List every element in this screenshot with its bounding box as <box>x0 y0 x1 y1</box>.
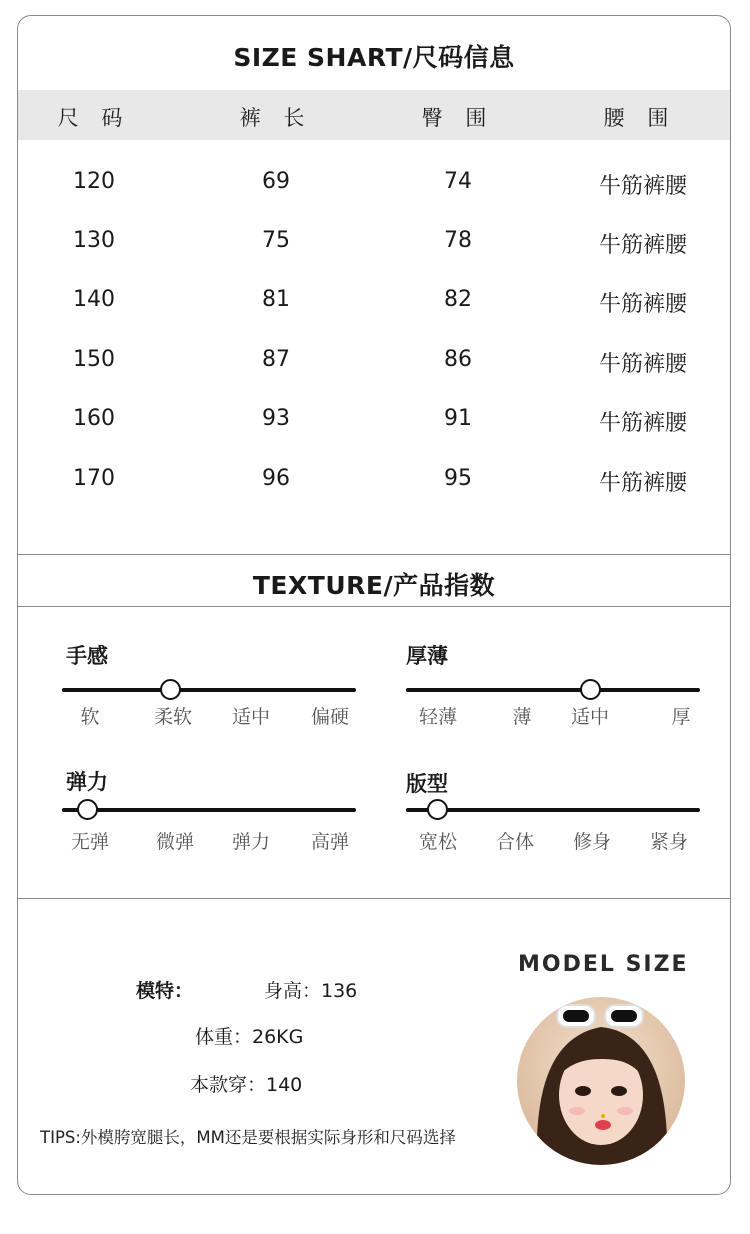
model-portrait-illustration <box>517 997 685 1165</box>
gauge-label: 版型 <box>406 772 448 796</box>
gauge-option: 薄 <box>512 706 532 728</box>
cell-hip: 95 <box>444 466 472 491</box>
table-row <box>18 406 730 446</box>
gauge-option: 紧身 <box>649 831 688 853</box>
size-info-card <box>17 15 731 1195</box>
cell-length: 81 <box>262 287 290 312</box>
gauge-track <box>406 688 700 692</box>
gauge-knob <box>427 799 448 820</box>
gauge-option: 厚 <box>671 706 691 728</box>
gauge-track <box>406 808 700 812</box>
gauge-option: 软 <box>80 706 100 728</box>
model-size-title: MODEL SIZE <box>518 952 689 977</box>
gauge-option: 弹力 <box>231 831 270 853</box>
cell-hip: 78 <box>444 228 472 253</box>
header-size: 尺 码 <box>57 106 131 130</box>
model-label: 模特： <box>136 980 194 1002</box>
cell-hip: 91 <box>444 406 472 431</box>
header-pants-length: 裤 长 <box>239 106 313 130</box>
gauge-option: 修身 <box>572 831 611 853</box>
model-photo <box>517 997 685 1165</box>
gauge-track <box>62 808 356 812</box>
cell-size: 130 <box>73 228 115 253</box>
gauge-knob <box>77 799 98 820</box>
cell-waist: 牛筋裤腰 <box>598 233 687 258</box>
gauge-option: 偏硬 <box>310 706 349 728</box>
gauge-option: 无弹 <box>70 831 109 853</box>
header-waist: 腰 围 <box>603 106 677 130</box>
model-height: 身高：136 <box>264 980 358 1002</box>
section-divider <box>18 606 730 607</box>
cell-hip: 74 <box>444 169 472 194</box>
texture-title: TEXTURE/产品指数 <box>252 571 496 600</box>
gauge-label: 手感 <box>66 644 108 668</box>
cell-length: 69 <box>262 169 290 194</box>
table-row <box>18 169 730 209</box>
gauge-option: 轻薄 <box>418 706 457 728</box>
header-hip: 臀 围 <box>421 106 495 130</box>
size-chart-title: SIZE SHART/尺码信息 <box>233 43 515 72</box>
table-row <box>18 466 730 506</box>
gauge-option: 适中 <box>570 706 609 728</box>
cell-size: 120 <box>73 169 115 194</box>
cell-length: 96 <box>262 466 290 491</box>
cell-hip: 82 <box>444 287 472 312</box>
model-weight: 体重：26KG <box>195 1026 304 1048</box>
cell-waist: 牛筋裤腰 <box>598 292 687 317</box>
cell-size: 160 <box>73 406 115 431</box>
table-row <box>18 228 730 268</box>
cell-waist: 牛筋裤腰 <box>598 352 687 377</box>
gauge-knob <box>160 679 181 700</box>
gauge-knob <box>580 679 601 700</box>
gauge-option: 宽松 <box>418 831 457 853</box>
gauge-option: 适中 <box>231 706 270 728</box>
gauge-track <box>62 688 356 692</box>
gauge-option: 合体 <box>495 831 534 853</box>
size-table-header <box>18 90 730 140</box>
model-wears-size: 本款穿：140 <box>190 1074 303 1096</box>
tips-text: TIPS:外模胯宽腿长，MM还是要根据实际身形和尺码选择 <box>40 1128 456 1147</box>
table-row <box>18 347 730 387</box>
cell-waist: 牛筋裤腰 <box>598 174 687 199</box>
cell-size: 170 <box>73 466 115 491</box>
gauge-option: 微弹 <box>155 831 194 853</box>
cell-size: 150 <box>73 347 115 372</box>
section-divider <box>18 554 730 555</box>
cell-length: 93 <box>262 406 290 431</box>
cell-size: 140 <box>73 287 115 312</box>
gauge-option: 高弹 <box>310 831 349 853</box>
cell-length: 75 <box>262 228 290 253</box>
cell-waist: 牛筋裤腰 <box>598 411 687 436</box>
cell-waist: 牛筋裤腰 <box>598 471 687 496</box>
table-row <box>18 287 730 327</box>
gauge-option: 柔软 <box>153 706 192 728</box>
gauge-label: 厚薄 <box>406 644 448 668</box>
cell-length: 87 <box>262 347 290 372</box>
cell-hip: 86 <box>444 347 472 372</box>
gauge-label: 弹力 <box>66 770 108 794</box>
section-divider <box>18 898 730 899</box>
